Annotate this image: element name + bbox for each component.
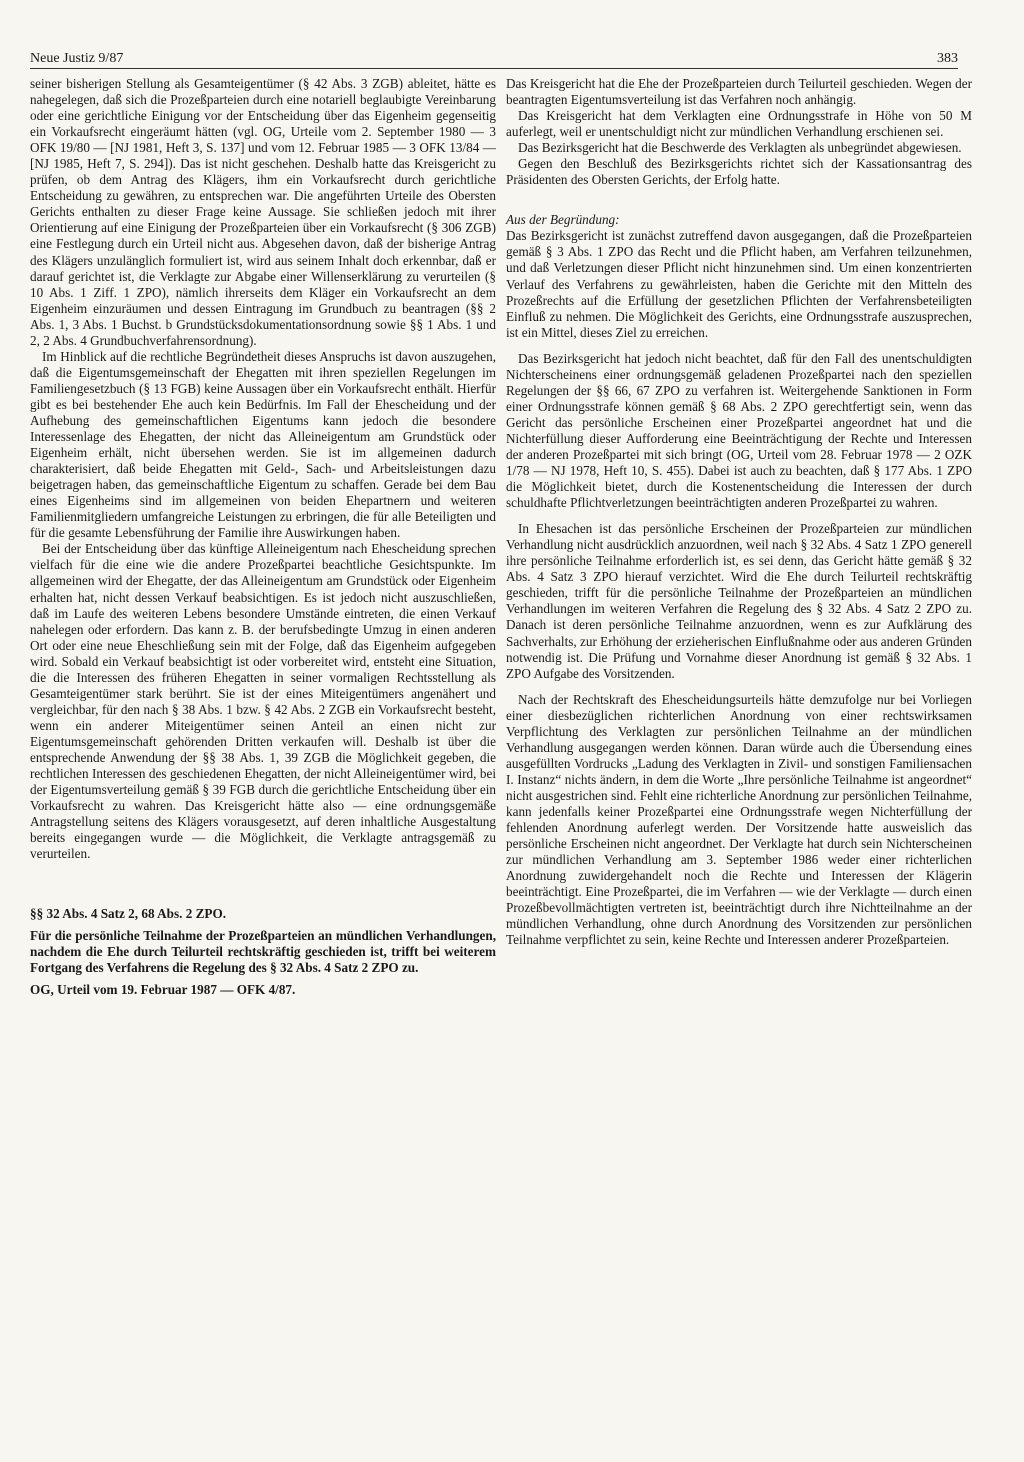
paragraph: Gegen den Beschluß des Bezirksgerichts richtet sich der Kassationsantrag des Präsidenten des Obersten Gerichts, der Erfolg hatte. — [506, 156, 972, 188]
left-column — [30, 76, 496, 999]
right-column — [506, 76, 972, 948]
paragraph: Das Kreisgericht hat dem Verklagten eine Ordnungsstrafe in Höhe von 50 M auferlegt, weil er unentschuldigt nicht zur mündlichen Verhandlung erschienen sei. — [506, 108, 972, 140]
paragraph: seiner bisherigen Stellung als Gesamteigentümer (§ 42 Abs. 3 ZGB) ableitet, hätte es nahegelegen, daß sich die Prozeßparteien durch eine notariell beglaubigte Vereinbarung oder eine gerichtliche Einigung vor der Entscheidung über das Eigenheim gegenseitig ein Vorkaufsrecht eingeräumt hätten (vgl. OG, Urteile vom 2. September 1980 — 3 OFK 19/80 — [NJ 1981, Heft 3, S. 137] und vom 12. Februar 1985 — 3 OFK 13/84 — [NJ 1985, Heft 7, S. 294]). Das ist nicht geschehen. Deshalb hatte das Kreisgericht zu prüfen, ob dem Antrag des Klägers, ihm ein Vorkaufsrecht durch gerichtliche Entscheidung zu gewähren, zu entsprechen war. Die angeführten Urteile des Obersten Gerichts enthalten zu dieser Frage keine Aussage. Sie schließen jedoch mit ihrer Orientierung auf eine Einigung der Prozeßparteien über ein Vorkaufsrecht (§ 306 ZGB) eine Festlegung durch ein Urteil nicht aus. Abgesehen davon, daß der bisherige Antrag des Klägers unzulänglich formuliert ist, wird aus seinem Inhalt doch erkennbar, daß er darauf gerichtet ist, die Verklagte zur Abgabe einer Willenserklärung zu verurteilen (§ 10 Abs. 1 Ziff. 1 ZPO), nämlich ihrerseits dem Kläger ein Vorkaufsrecht an dem Eigenheim einzuräumen und dessen Eintragung im Grundbuch zu beantragen (§§ 2 Abs. 1, 3 Abs. 1 Buchst. b Grundstücksdokumentationsordnung sowie §§ 1 Abs. 1 und 2, 2 Abs. 4 Grundbuchverfahrensordnung). — [30, 76, 496, 348]
paragraph: Nach der Rechtskraft des Ehescheidungsurteils hätte demzufolge nur bei Vorliegen einer diesbezüglichen richterlichen Anordnung von einer rechtswirksamen Verpflichtung des Verklagten zur persönlichen Teilnahme an der mündlichen Verhandlung ausgegangen werden können. Daran würde auch die Übersendung eines ausgefüllten Vordrucks „Ladung des Verklagten in Zivil- und sonstigen Familiensachen I. Instanz“ nichts ändern, in dem die Worte „Ihre persönliche Teilnahme ist angeordnet“ nicht ausgestrichen sind. Fehlt eine richterliche Anordnung zur persönlichen Teilnahme, kann jedenfalls keiner Prozeßpartei eine Ordnungsstrafe wegen Nichterfüllung der fehlenden Anordnung auferlegt werden. Der Vorsitzende hatte ausweislich das persönliche Erscheinen nicht angeordnet. Der Verklagte hat durch sein Nichterscheinen zur mündlichen Verhandlung am 3. September 1986 weder einer richterlichen Anordnung zuwidergehandelt noch die Rechte und Interessen der Klägerin beeinträchtigt. Eine Prozeßpartei, die im Verfahren — wie der Verklagte — durch einen Prozeßbevollmächtigten vertreten ist, beeinträchtigt durch ihre Nichtteilnahme an der mündlichen Verhandlung, ohne durch Anordnung des Vorsitzenden zur persönlichen Teilnahme verpflichtet zu sein, keine Rechte und Interessen anderer Prozeßparteien. — [506, 691, 972, 948]
paragraph: Das Bezirksgericht hat die Beschwerde des Verklagten als unbegründet abgewiesen. — [518, 140, 962, 156]
header-rule — [30, 68, 958, 69]
page-number: 383 — [937, 51, 958, 66]
paragraph: In Ehesachen ist das persönliche Erscheinen der Prozeßparteien zur mündlichen Verhandlung nicht ausdrücklich anzuordnen, weil nach § 32 Abs. 4 Satz 1 ZPO generell ihre persönliche Teilnahme erforderlich ist, es sei denn, das Gericht hätte gemäß § 32 Abs. 4 Satz 3 ZPO hierauf verzichtet. Wird die Ehe durch Teilurteil rechtskräftig geschieden, trifft für die persönliche Teilnahme der Prozeßparteien an mündlichen Verhandlungen im weiteren Verfahren die Regelung des § 32 Abs. 4 Satz 2 ZPO zu. Danach ist deren persönliche Teilnahme anzuordnen, wenn es zur Aufklärung des Sachverhalts, zur Erhöhung der erzieherischen Einflußnahme oder aus anderen Gründen notwendig ist. Die Prüfung und Vornahme dieser Anordnung ist gemäß § 32 Abs. 1 ZPO Aufgabe des Vorsitzenden. — [506, 521, 972, 681]
norm-heading: §§ 32 Abs. 4 Satz 2, 68 Abs. 2 ZPO. — [30, 906, 227, 922]
paragraph: Das Kreisgericht hat die Ehe der Prozeßparteien durch Teilurteil geschieden. Wegen der beantragten Eigentumsverteilung ist das Verfahren noch anhängig. — [506, 76, 972, 108]
paragraph: Bei der Entscheidung über das künftige Alleineigentum nach Ehescheidung sprechen vielfach für die eine wie die andere Prozeßpartei beachtliche Gesichtspunkte. Im allgemeinen wird der Ehegatte, der das Alleineigentum am Grundstück oder Eigenheim erhalten hat, nicht dessen Verkauf beabsichtigen. Es ist jedoch nicht auszuschließen, daß im Laufe des weiteren Lebens besondere Umstände eintreten, die einen Verkauf nahelegen oder erfordern. Das kann z. B. der berufsbedingte Umzug in einen anderen Ort oder eine neue Eheschließung sein mit der Folge, daß das Eigenheim aufgegeben wird. Sobald ein Verkauf beabsichtigt ist oder vorbereitet wird, entsteht eine Situation, die die Interessen des früheren Ehegatten in seiner vormaligen Rechtsstellung als Gesamteigentümer stark berührt. Sie ist der eines Miteigentümers angenähert und vergleichbar, für den nach § 38 Abs. 1 bzw. § 42 Abs. 2 ZGB ein Vorkaufsrecht besteht, wenn ein anderer Miteigentümer seinen Anteil an einen nicht zur Eigentumsgemeinschaft gehörenden Dritten verkaufen will. Deshalb ist über die entsprechende Anwendung der §§ 38 Abs. 1, 39 ZGB die Möglichkeit gegeben, die rechtlichen Interessen des geschiedenen Ehegatten, der nicht Alleineigentümer wird, bei der Eigentumsverteilung gemäß § 39 FGB durch die gerichtliche Entscheidung über ein Vorkaufsrecht zu wahren. Das Kreisgericht hätte also — eine ordnungsgemäße Antragstellung seitens des Klägers vorausgesetzt, auf deren inhaltliche Ausgestaltung bereits eingegangen wurde — die Möglichkeit, die Verklagte antragsgemäß zu verurteilen. — [30, 541, 496, 862]
headnote: Für die persönliche Teilnahme der Prozeßparteien an mündlichen Verhandlungen, nachdem die Ehe durch Teilurteil rechtskräftig geschieden ist, trifft bei weiterem Fortgang des Verfahrens die Regelung des § 32 Abs. 4 Satz 2 ZPO zu. — [30, 928, 496, 976]
paragraph: Im Hinblick auf die rechtliche Begründetheit dieses Anspruchs ist davon auszugehen, daß die Eigentumsgemeinschaft der Ehegatten mit ihren speziellen Regelungen im Familiengesetzbuch (§ 13 FGB) keine Aussagen über ein Vorkaufsrecht enthält. Hierfür gibt es bei bestehender Ehe auch kein Bedürfnis. Im Fall der Ehescheidung und der Aufhebung des gemeinschaftlichen Eigentums kann jedoch die besondere Interessenlage des Ehegatten, der nicht das Alleineigentum am Grundstück oder Eigenheim erhält, nicht übersehen werden. Sie ist im allgemeinen dadurch charakterisiert, daß beide Ehegatten mit Geld-, Sach- und Arbeitsleistungen dazu beigetragen haben, das gemeinschaftliche Eigentum zu schaffen. Gerade bei dem Bau eines Eigenheims sind im allgemeinen von beiden Ehepartnern und weiteren Familienmitgliedern umfangreiche Leistungen zu erbringen, die für alle Beteiligten und für die gesamte Lebensführung der Familie ihre Auswirkungen haben. — [30, 348, 496, 541]
decision-citation: OG, Urteil vom 19. Februar 1987 — OFK 4/87. — [30, 982, 296, 998]
journal-title: Neue Justiz 9/87 — [30, 51, 124, 66]
paragraph: Das Bezirksgericht hat jedoch nicht beachtet, daß für den Fall des unentschuldigten Nichterscheinens einer ordnungsgemäß geladenen Prozeßpartei nach den speziellen Regelungen der §§ 66, 67 ZPO zu verfahren ist. Weitergehende Sanktionen in Form einer Ordnungsstrafe können gemäß § 68 Abs. 2 ZPO gerechtfertigt sein, wenn das Gericht das persönliche Erscheinen einer Prozeßpartei angeordnet hat und die Nichterfüllung dieser Aufforderung eine Beeinträchtigung der Rechte und Interessen der anderen Prozeßpartei mit sich bringt (OG, Urteil vom 28. Februar 1978 — 2 OZK 1/78 — NJ 1978, Heft 10, S. 455). Dabei ist auch zu beachten, daß § 177 Abs. 1 ZPO die Möglichkeit bietet, durch die Kostenentscheidung die Interessen der durch schuldhafte Pflichtverletzungen beeinträchtigten anderen Prozeßpartei zu wahren. — [506, 350, 972, 511]
section-heading: Aus der Begründung: — [506, 212, 620, 228]
paragraph: Das Bezirksgericht ist zunächst zutreffend davon ausgegangen, daß die Prozeßparteien gemäß § 3 Abs. 1 ZPO das Recht und die Pflicht haben, am Verfahren teilzunehmen, und daß Verletzungen dieser Pflicht nicht hinzunehmen sind. Um einen konzentrierten Verlauf des Verfahrens zu gewährleisten, haben die Gerichte mit den Mitteln des Prozeßrechts auf die Erfüllung der gesetzlichen Pflichten der Verfahrensbeteiligten Einfluß zu nehmen. Die Möglichkeit des Gerichts, eine Ordnungsstrafe auszusprechen, ist ein Mittel, dieses Ziel zu erreichen. — [506, 228, 972, 340]
